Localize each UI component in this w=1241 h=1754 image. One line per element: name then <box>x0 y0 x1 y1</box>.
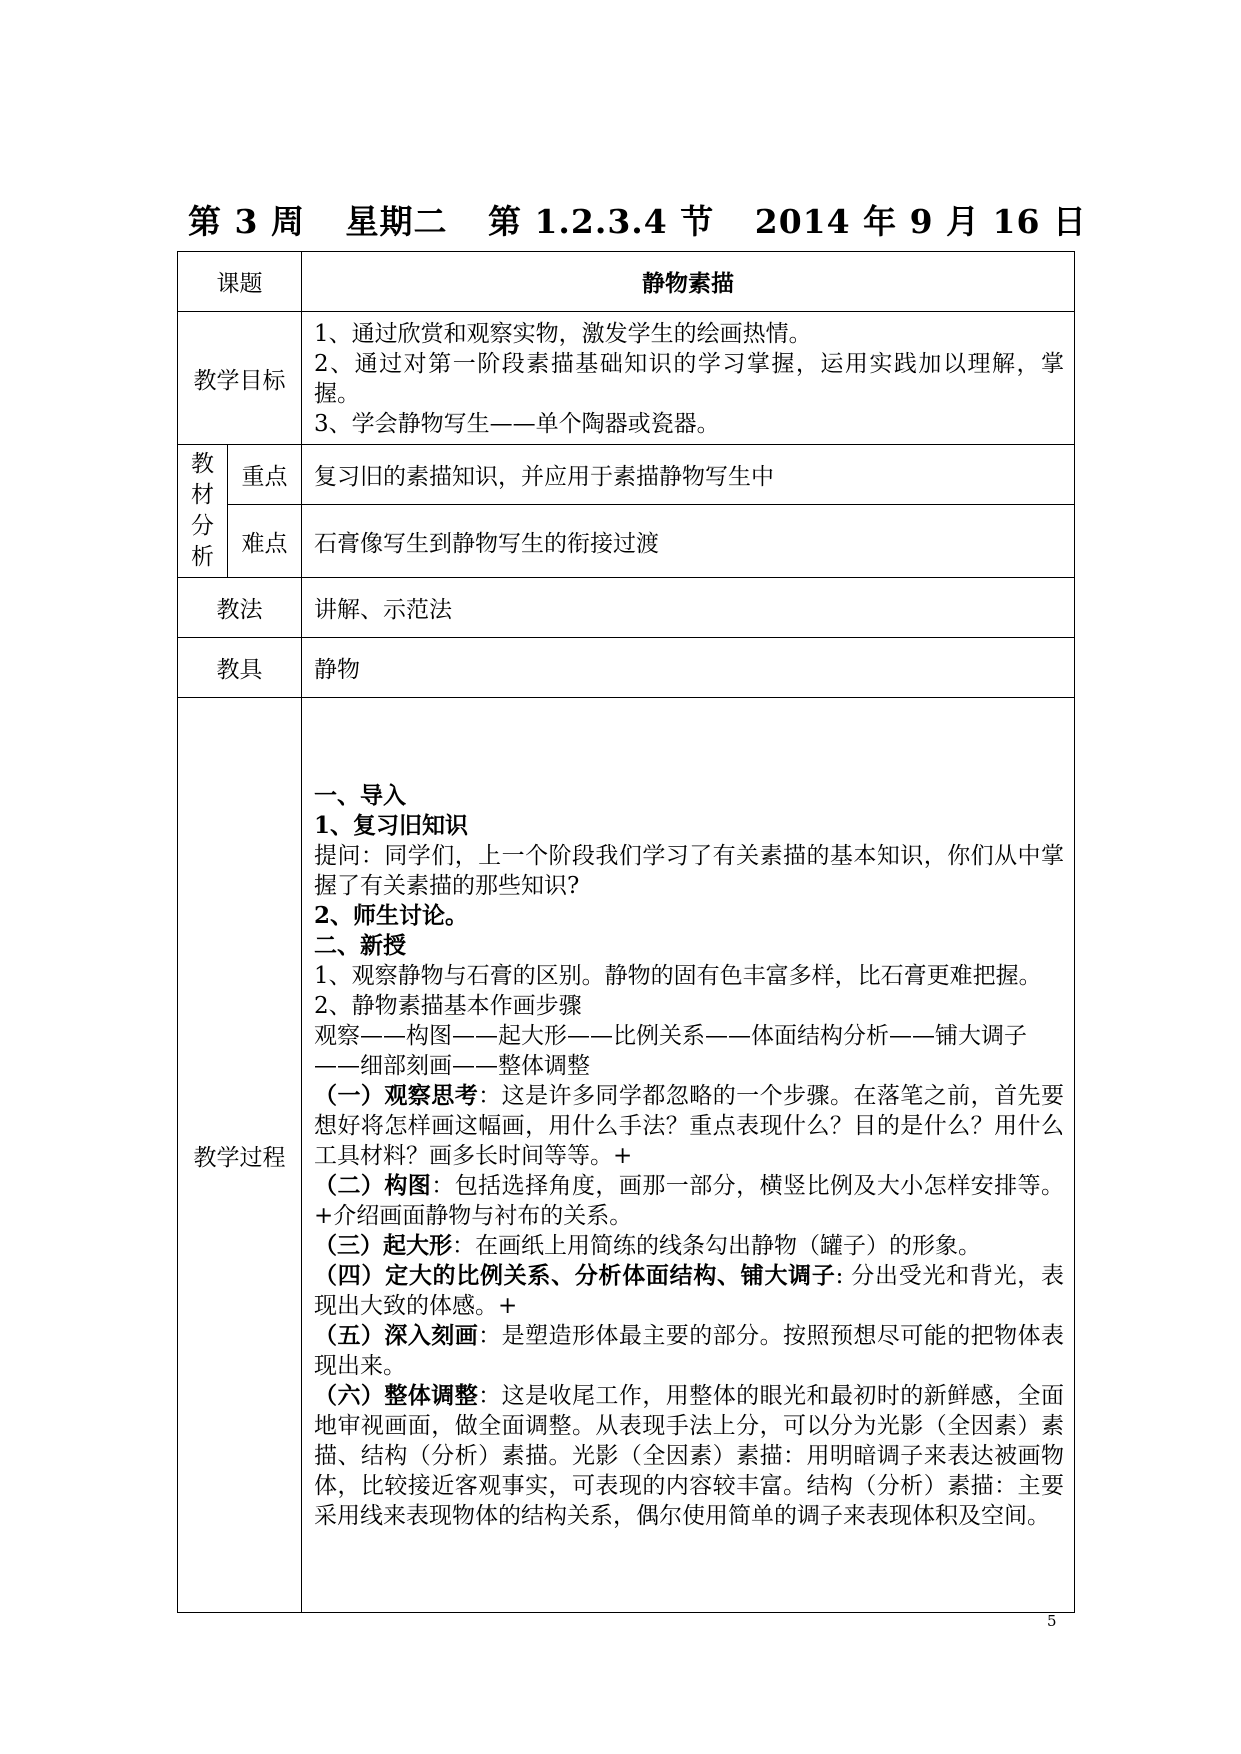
step-proportion: （四）定大的比例关系、分析体面结构、铺大调子: 分出受光和背光，表现出大致的体感。+ <box>314 1262 1065 1319</box>
goal-item: 2、通过对第一阶段素描基础知识的学习掌握，运用实践加以理解，掌握。 <box>314 351 1064 407</box>
header-date: 2014 年 9 月 16 日 <box>754 202 1087 241</box>
step-detail: （五）深入刻画：是塑造形体最主要的部分。按照预想尽可能的把物体表现出来。 <box>314 1322 1065 1379</box>
header-weekday: 星期二 <box>345 202 448 241</box>
row-difficulty <box>178 505 1075 578</box>
step-composition: （二）构图：包括选择角度，画那一部分，横竖比例及大小怎样安排等。+介绍画面静物与衬布的关系。 <box>314 1172 1065 1229</box>
row-tools <box>178 638 1075 698</box>
goal-item: 1、通过欣赏和观察实物，激发学生的绘画热情。 <box>314 321 812 347</box>
step-outline: （三）起大形：在画纸上用简练的线条勾出静物（罐子）的形象。 <box>314 1232 981 1259</box>
page-number: 5 <box>1047 1612 1057 1630</box>
difference-text: 1、观察静物与石膏的区别。静物的固有色丰富多样，比石膏更难把握。 <box>314 963 1042 989</box>
lesson-header <box>188 196 1115 243</box>
goal-item: 3、学会静物写生——单个陶器或瓷器。 <box>314 411 720 437</box>
key-value: 复习旧的素描知识，并应用于素描静物写生中 <box>302 445 1075 505</box>
header-periods: 第 1.2.3.4 节 <box>487 202 715 241</box>
difficulty-label: 难点 <box>228 505 302 578</box>
subject-label: 课题 <box>178 252 302 312</box>
row-method <box>178 578 1075 638</box>
steps-heading: 2、静物素描基本作画步骤 <box>314 993 582 1019</box>
review-heading: 1、复习旧知识 <box>314 812 469 839</box>
intro-heading: 一、导入 <box>314 782 406 809</box>
step-observe: （一）观察思考：这是许多同学都忽略的一个步骤。在落笔之前，首先要想好将怎样画这幅画，用什么手法？重点表现什么？目的是什么？用什么工具材料？画多长时间等等。+ <box>314 1082 1065 1169</box>
goals-cell <box>302 312 1075 445</box>
process-cell <box>302 698 1075 1613</box>
key-label: 重点 <box>228 445 302 505</box>
method-value: 讲解、示范法 <box>302 578 1075 638</box>
row-key-point <box>178 445 1075 505</box>
method-label: 教法 <box>178 578 302 638</box>
discussion-text: 2、师生讨论。 <box>314 902 469 929</box>
header-week: 第 3 周 <box>188 202 305 241</box>
question-text: 提问：同学们，上一个阶段我们学习了有关素描的基本知识，你们从中掌握了有关素描的那些知识? <box>314 843 1064 899</box>
lesson-plan-table <box>177 251 1075 1613</box>
row-process <box>178 698 1075 1613</box>
row-subject <box>178 252 1075 312</box>
goals-label: 教学目标 <box>178 312 302 445</box>
subject-value: 静物素描 <box>302 252 1075 312</box>
difficulty-value: 石膏像写生到静物写生的衔接过渡 <box>302 505 1075 578</box>
process-label: 教学过程 <box>178 698 302 1613</box>
steps-line-1: 观察——构图——起大形——比例关系——体面结构分析——铺大调子 <box>314 1023 1027 1049</box>
row-goals <box>178 312 1075 445</box>
tools-value: 静物 <box>302 638 1075 698</box>
new-heading: 二、新授 <box>314 932 406 959</box>
steps-line-2: ——细部刻画——整体调整 <box>314 1053 590 1079</box>
analysis-label: 教 材 分 析 <box>178 445 228 578</box>
tools-label: 教具 <box>178 638 302 698</box>
step-adjust: （六）整体调整：这是收尾工作，用整体的眼光和最初时的新鲜感，全面地审视画面，做全面调整。从表现手法上分，可以分为光影（全因素）素描、结构（分析）素描。光影（全因素）素描：用明暗调子来表达被画物体，比较接近客观事实，可表现的内容较丰富。结构（分析）素描：主要采用线来表现物体的结构关系，偶尔使用简单的调子来表现体积及空间。 <box>314 1382 1065 1529</box>
